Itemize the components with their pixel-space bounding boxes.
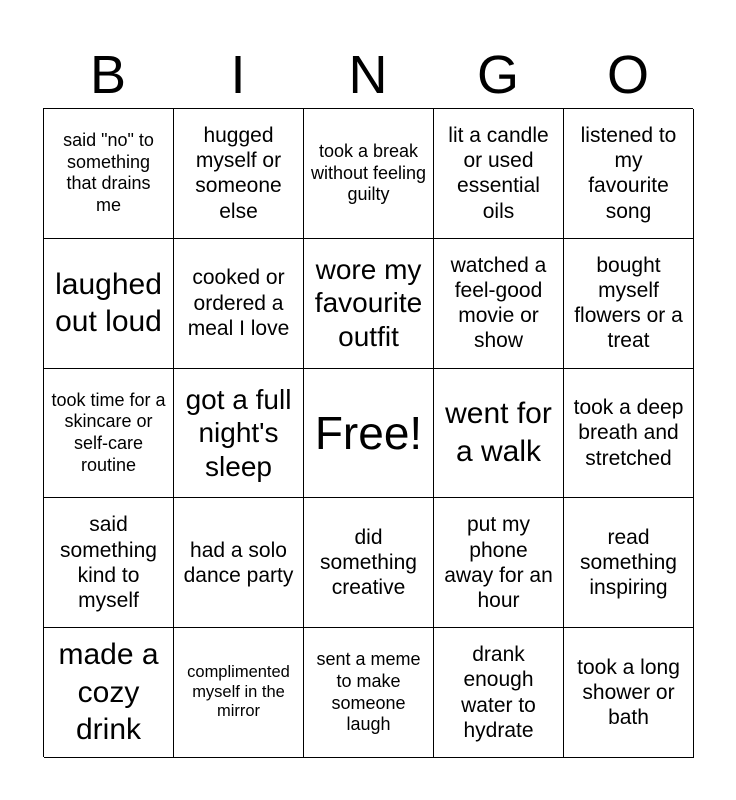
cell-label: hugged myself or someone else	[195, 124, 282, 223]
cell-label: took a long shower or bath	[577, 655, 680, 730]
cell-label: had a solo dance party	[183, 538, 294, 587]
bingo-cell[interactable]	[174, 109, 304, 239]
bingo-cell[interactable]	[304, 498, 434, 628]
bingo-cell[interactable]	[564, 498, 694, 628]
bingo-cell[interactable]	[304, 239, 434, 369]
header-letter-g: G	[476, 45, 519, 105]
header-letter-b: B	[89, 45, 127, 105]
cell-label: bought myself flowers or a treat	[574, 253, 683, 353]
free-space[interactable]	[304, 369, 434, 499]
cell-label: drank enough water to hydrate	[461, 643, 536, 742]
cell-label: sent a meme to make someone laugh	[316, 649, 421, 735]
bingo-cell[interactable]	[564, 239, 694, 369]
cell-label: made a cozy drink	[58, 638, 159, 747]
bingo-cell[interactable]	[434, 369, 564, 499]
cell-label: watched a feel-good movie or show	[450, 253, 547, 353]
header-letter-n: N	[348, 45, 388, 105]
bingo-cell[interactable]	[174, 369, 304, 499]
bingo-cell[interactable]	[434, 628, 564, 758]
cell-label: cooked or ordered a meal I love	[187, 266, 290, 340]
cell-label: went for a walk	[445, 397, 552, 468]
bingo-cell[interactable]	[434, 498, 564, 628]
bingo-header	[43, 42, 693, 108]
cell-label: laughed out loud	[55, 267, 162, 339]
bingo-cell[interactable]	[304, 628, 434, 758]
cell-label: got a full night's sleep	[185, 383, 292, 482]
cell-label: put my phone away for an hour	[444, 513, 553, 612]
bingo-cell[interactable]	[564, 628, 694, 758]
bingo-cell[interactable]	[174, 498, 304, 628]
cell-label: took a break without feeling guilty	[310, 141, 427, 205]
bingo-card	[43, 108, 693, 757]
bingo-cell[interactable]	[174, 628, 304, 758]
bingo-cell[interactable]	[564, 369, 694, 499]
bingo-cell[interactable]	[44, 369, 174, 499]
cell-label: did something creative	[320, 526, 417, 600]
cell-label: said something kind to myself	[60, 513, 157, 612]
cell-label: complimented myself in the mirror	[187, 662, 290, 721]
cell-label: listened to my favourite song	[580, 124, 677, 223]
header-letter-o: O	[606, 45, 649, 105]
bingo-cell[interactable]	[564, 109, 694, 239]
bingo-cell[interactable]	[174, 239, 304, 369]
bingo-cell[interactable]	[44, 109, 174, 239]
bingo-cell[interactable]	[434, 239, 564, 369]
bingo-cell[interactable]	[44, 498, 174, 628]
cell-label: said "no" to something that drains me	[63, 130, 154, 215]
cell-label: lit a candle or used essential oils	[448, 124, 549, 223]
cell-label: took time for a skincare or self-care routine	[51, 389, 166, 475]
bingo-cell[interactable]	[304, 109, 434, 239]
bingo-cell[interactable]	[44, 239, 174, 369]
cell-label: wore my favourite outfit	[314, 253, 423, 352]
bingo-cell[interactable]	[434, 109, 564, 239]
header-letter-i: I	[230, 45, 246, 105]
cell-label: took a deep breath and stretched	[573, 396, 684, 470]
cell-label: Free!	[314, 406, 423, 459]
bingo-cell[interactable]	[44, 628, 174, 758]
cell-label: read something inspiring	[580, 526, 677, 600]
